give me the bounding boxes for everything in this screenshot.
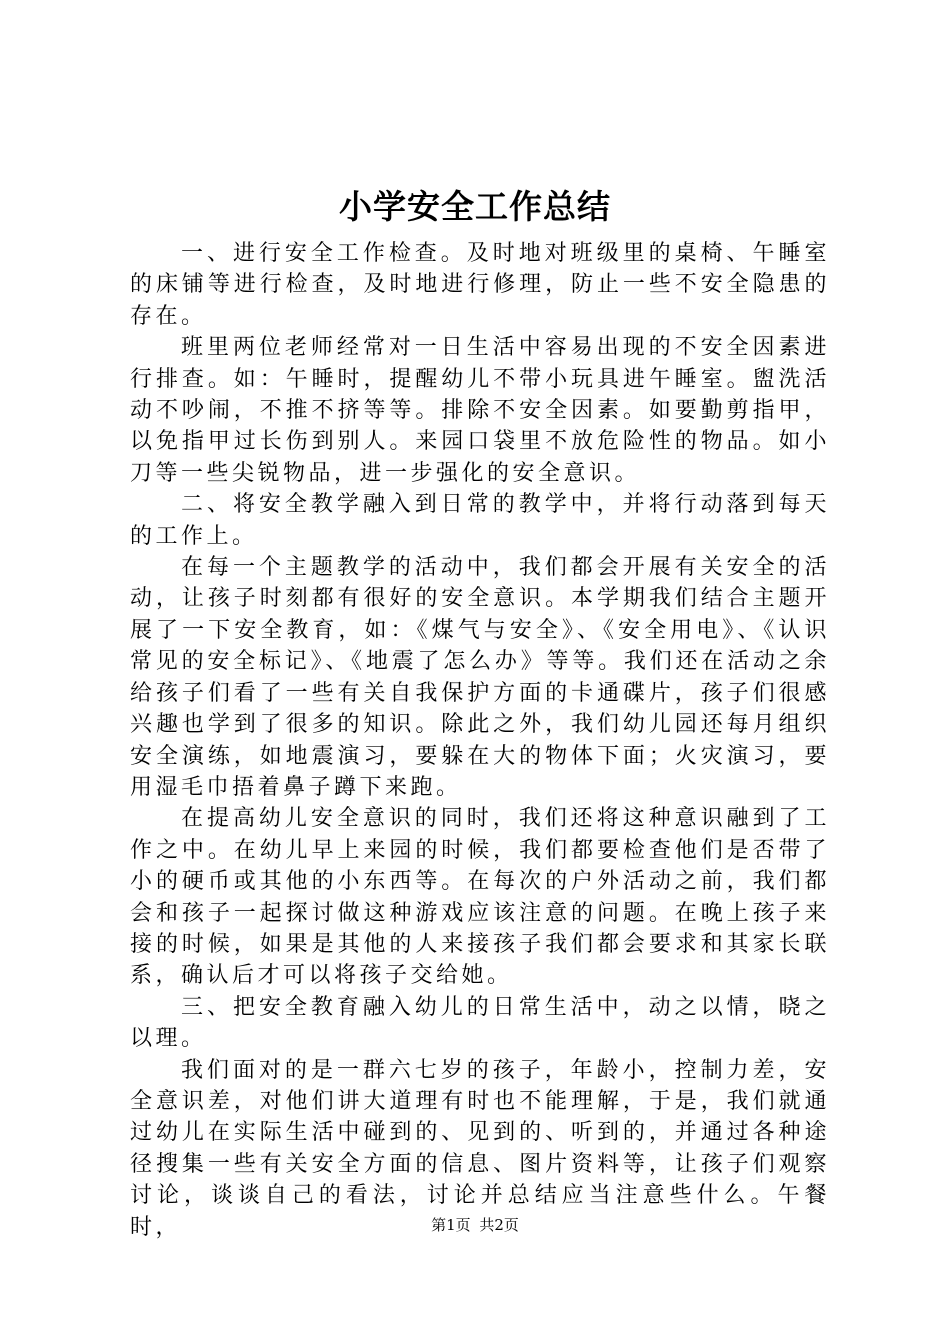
page-footer — [0, 1215, 950, 1235]
page-number: 第1页 — [431, 1216, 471, 1234]
paragraph-7: 我们面对的是一群六七岁的孩子，年龄小，控制力差，安全意识差，对他们讲大道理有时也不能理解，于是，我们就通过幼儿在实际生活中碰到的、见到的、听到的，并通过各种途径搜集一些有关安全方面的信息、图片资料等，让孩子们观察讨论，谈谈自己的看法，讨论并总结应当注意些什么。午餐时， — [130, 1057, 830, 1240]
paragraph-2: 班里两位老师经常对一日生活中容易出现的不安全因素进行排查。如：午睡时，提醒幼儿不带小玩具进午睡室。盥洗活动不吵闹，不推不挤等等。排除不安全因素。如要勤剪指甲，以免指甲过长伤到别人。来园口袋里不放危险性的物品。如小刀等一些尖锐物品，进一步强化的安全意识。 — [130, 335, 830, 486]
page-title: 小学安全工作总结 — [339, 187, 611, 226]
paragraph-6: 三、把安全教育融入幼儿的日常生活中，动之以情，晓之以理。 — [130, 994, 830, 1052]
page-total: 共2页 — [479, 1216, 519, 1234]
paragraph-3: 二、将安全教学融入到日常的教学中，并将行动落到每天的工作上。 — [130, 492, 830, 549]
document-body — [130, 238, 830, 1243]
paragraph-1: 一、进行安全工作检查。及时地对班级里的桌椅、午睡室的床铺等进行检查，及时地进行修理，防止一些不安全隐患的存在。 — [130, 241, 830, 329]
paragraph-4: 在每一个主题教学的活动中，我们都会开展有关安全的活动，让孩子时刻都有很好的安全意识。本学期我们结合主题开展了一下安全教育，如：《煤气与安全》、《安全用电》、《认识常见的安全标记》、《地震了怎么办》等等。我们还在活动之余给孩子们看了一些有关自我保护方面的卡通碟片，孩子们很感兴趣也学到了很多的知识。除此之外，我们幼儿园还每月组织安全演练，如地震演习，要躲在大的物体下面；火灾演习，要用湿毛巾捂着鼻子蹲下来跑。 — [130, 555, 830, 800]
paragraph-5: 在提高幼儿安全意识的同时，我们还将这种意识融到了工作之中。在幼儿早上来园的时候，我们都要检查他们是否带了小的硬币或其他的小东西等。在每次的户外活动之前，我们都会和孩子一起探讨做这种游戏应该注意的问题。在晚上孩子来接的时候，如果是其他的人来接孩子我们都会要求和其家长联系，确认后才可以将孩子交给她。 — [130, 806, 830, 989]
